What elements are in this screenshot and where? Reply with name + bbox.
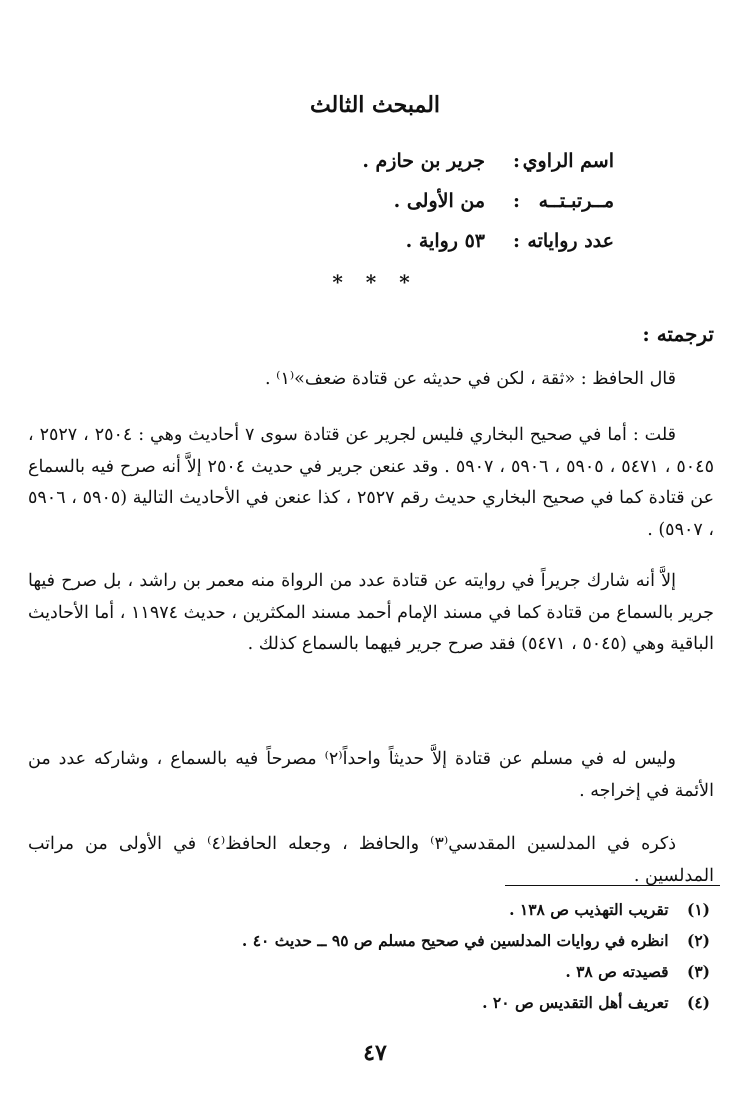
narrator-rank-row <box>0 190 750 226</box>
narrator-rank-separator: : <box>512 190 520 212</box>
narrator-name-label: اسم الراوي <box>522 150 614 172</box>
paragraph-corroborating-narrators: إلاَّ أنه شارك جريراً في روايته عن قتادة عدد من الرواة منه معمر بن راشد ، بل صرح فيها جرير بالسماع من قتادة كما في مسند الإمام أحمد مسند المكثرين ، حديث ١١٩٧٤ ، أما الأحاديث الباقية وهي (٥٠٤٥ ، ٥٤٧١) فقد صرح جرير فيهما بالسماع كذلك . <box>28 571 714 654</box>
narrator-count-label: عدد رواياته <box>527 230 614 252</box>
narrator-count-separator: : <box>512 230 520 252</box>
paragraph-muslim-narration: وليس له في مسلم عن قتادة إلاَّ حديثاً واحداً⁽٢⁾ مصرحاً فيه بالسماع ، وشاركه عدد من الأئمة في إخراجه . <box>28 749 714 801</box>
narrator-name-row <box>0 150 750 186</box>
narrator-name-value: جرير بن حازم . <box>362 150 485 172</box>
section-title: المبحث الثالث <box>309 92 441 118</box>
footnote-text: تعريف أهل التقديس ص ٢٠ . <box>482 993 669 1012</box>
footnote-number: (١) <box>686 900 710 919</box>
paragraph-hafiz-quote: قال الحافظ : «ثقة ، لكن في حديثه عن قتادة ضعف»⁽١⁾ . <box>265 369 676 389</box>
footnote-number: (٣) <box>686 962 710 981</box>
paragraph-bukhari-narrations: قلت : أما في صحيح البخاري فليس لجرير عن قتادة سوى ٧ أحاديث وهي : ٢٥٠٤ ، ٢٥٢٧ ، ٥٠٤٥ ، ٥٤٧١ ، ٥٩٠٥ ، ٥٩٠٦ ، ٥٩٠٧ . وقد عنعن جرير في حديث ٢٥٠٤ إلاَّ أنه صرح فيه بالسماع عن قتادة كما في صحيح البخاري حديث رقم ٢٥٢٧ ، كذا عنعن في الأحاديث التالية (٥٩٠٥ ، ٥٩٠٦ ، ٥٩٠٧) . <box>28 425 715 540</box>
footnote-divider <box>505 885 720 886</box>
paragraph-mudallisin-mention: ذكره في المدلسين المقدسي⁽٣⁾ والحافظ ، وجعله الحافظ⁽٤⁾ في الأولى من مراتب المدلسين . <box>28 834 714 886</box>
footnote-item <box>30 993 710 1024</box>
footnote-number: (٤) <box>686 993 710 1012</box>
footnote-text: قصيدته ص ٣٨ . <box>565 962 669 981</box>
footnote-text: تقريب التهذيب ص ١٣٨ . <box>509 900 669 919</box>
biography-heading: ترجمته : <box>642 322 714 346</box>
section-divider-stars: * * * <box>332 270 418 294</box>
narrator-rank-label: مــرتبـتــه <box>538 190 614 212</box>
narrator-rank-value: من الأولى . <box>393 190 485 212</box>
narrator-count-value: ٥٣ رواية . <box>405 230 485 252</box>
page-number: ٤٧ <box>363 1040 387 1066</box>
footnote-item <box>30 931 710 962</box>
footnote-item <box>30 962 710 993</box>
narrator-count-row <box>0 230 750 266</box>
footnotes-list <box>30 900 710 1024</box>
footnote-number: (٢) <box>686 931 710 950</box>
footnote-text: انظره في روايات المدلسين في صحيح مسلم ص ٩٥ ــ حديث ٤٠ . <box>241 931 669 950</box>
narrator-name-separator: : <box>512 150 520 172</box>
footnote-item <box>30 900 710 931</box>
